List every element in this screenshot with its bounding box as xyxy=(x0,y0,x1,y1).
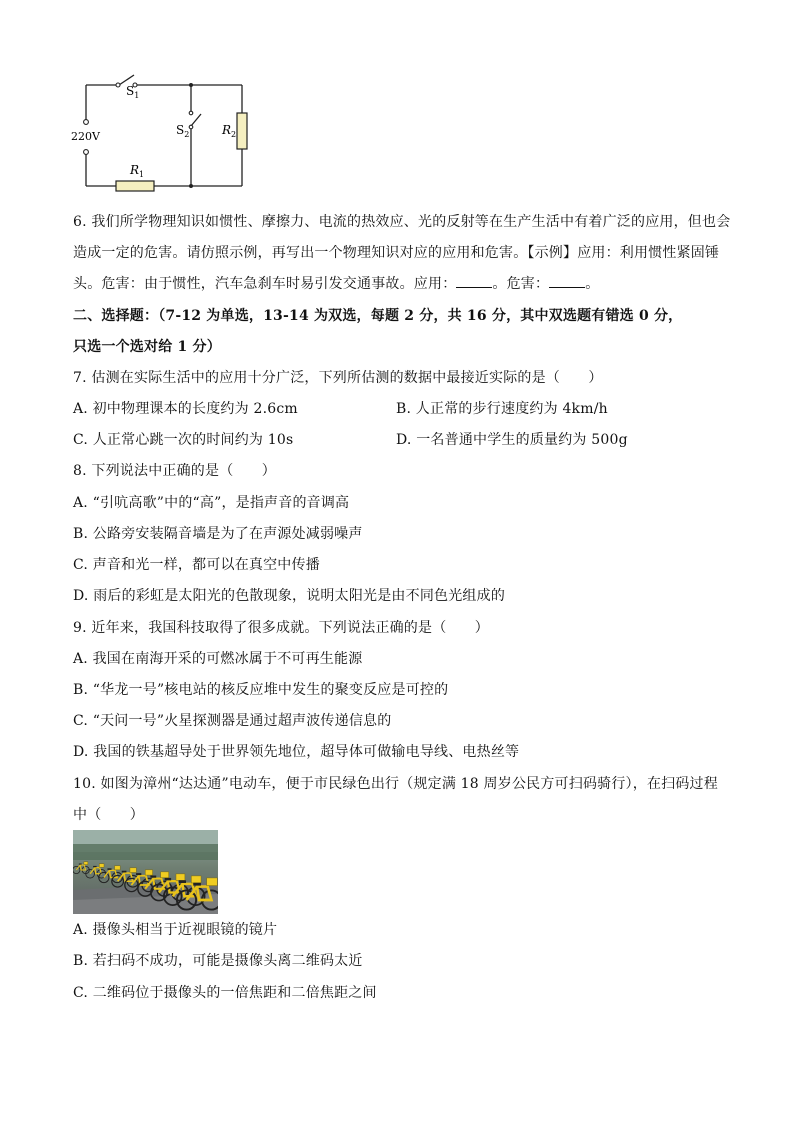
answer-blank-application[interactable] xyxy=(456,275,492,288)
q10-stem-2: 中（ ） xyxy=(73,807,144,823)
q9-option-c[interactable]: C. “天问一号”火星探测器是通过超声波传递信息的 xyxy=(73,713,392,729)
q7-option-c[interactable]: C. 人正常心跳一次的时间约为 10s xyxy=(73,432,294,448)
r1-label: $R_1$ xyxy=(130,163,145,179)
q7-stem: 7. 估测在实际生活中的应用十分广泛，下列所估测的数据中最接近实际的是（ ） xyxy=(73,370,603,386)
circuit-diagram xyxy=(70,72,260,196)
resistor-r1 xyxy=(116,181,154,191)
q10-stem-1: 10. 如图为漳州“达达通”电动车，便于市民绿色出行（规定满 18 周岁公民方可扫码骑行），在扫码过程 xyxy=(73,776,718,792)
section2-heading-1: 二、选择题：（7-12 为单选，13-14 为双选，每题 2 分，共 16 分，其中双选题有错选 0 分， xyxy=(73,308,683,324)
resistor-r2 xyxy=(237,113,247,149)
q8-option-d[interactable]: D. 雨后的彩虹是太阳光的色散现象，说明太阳光是由不同色光组成的 xyxy=(73,588,506,604)
q6-line-3-end: 。 xyxy=(585,276,600,292)
q6-line-3 xyxy=(73,274,599,294)
q7-option-d[interactable]: D. 一名普通中学生的质量约为 500g xyxy=(396,432,628,448)
switch-s2-label: $S_2$ xyxy=(176,123,190,139)
q9-option-b[interactable]: B. “华龙一号”核电站的核反应堆中发生的聚变反应是可控的 xyxy=(73,682,449,698)
q6-line-3-hazard: 。危害： xyxy=(492,276,550,292)
q6-line-1: 6. 我们所学物理知识如惯性、摩擦力、电流的热效应、光的反射等在生产生活中有着广泛的应用，但也会 xyxy=(73,214,731,230)
voltage-label: 220V xyxy=(71,130,100,143)
r2-label: $R_2$ xyxy=(222,123,237,139)
q7-option-a[interactable]: A. 初中物理课本的长度约为 2.6cm xyxy=(73,401,298,417)
q10-option-a[interactable]: A. 摄像头相当于近视眼镜的镜片 xyxy=(73,922,278,938)
answer-blank-hazard[interactable] xyxy=(549,275,585,288)
q8-stem: 8. 下列说法中正确的是（ ） xyxy=(73,463,277,479)
q8-option-a[interactable]: A. “引吭高歌”中的“高”，是指声音的音调高 xyxy=(73,495,350,511)
q9-option-d[interactable]: D. 我国的铁基超导处于世界领先地位，超导体可做输电导线、电热丝等 xyxy=(73,744,520,760)
terminal-top xyxy=(84,120,89,125)
q10-option-c[interactable]: C. 二维码位于摄像头的一倍焦距和二倍焦距之间 xyxy=(73,985,377,1001)
q7-options-row-1 xyxy=(73,399,298,419)
q8-option-c[interactable]: C. 声音和光一样，都可以在真空中传播 xyxy=(73,557,320,573)
q9-stem: 9. 近年来，我国科技取得了很多成就。下列说法正确的是（ ） xyxy=(73,620,490,636)
switch-s1-label: $S_1$ xyxy=(126,84,140,100)
q6-line-2: 造成一定的危害。请仿照示例，再写出一个物理知识对应的应用和危害。【示例】应用：利用惯性紧固锤 xyxy=(73,245,720,261)
q6-line-3-text: 头。危害：由于惯性，汽车急刹车时易引发交通事故。应用： xyxy=(73,276,457,292)
q7-option-b[interactable]: B. 人正常的步行速度约为 4km/h xyxy=(396,401,608,417)
section2-heading-2: 只选一个选对给 1 分） xyxy=(73,339,221,355)
q8-option-b[interactable]: B. 公路旁安装隔音墙是为了在声源处减弱噪声 xyxy=(73,526,363,542)
switch-s2-blade xyxy=(191,114,201,126)
q9-option-a[interactable]: A. 我国在南海开采的可燃冰属于不可再生能源 xyxy=(73,651,363,667)
q10-option-b[interactable]: B. 若扫码不成功，可能是摄像头离二维码太近 xyxy=(73,953,363,969)
bike-photo xyxy=(73,830,218,914)
terminal-bottom xyxy=(84,150,89,155)
